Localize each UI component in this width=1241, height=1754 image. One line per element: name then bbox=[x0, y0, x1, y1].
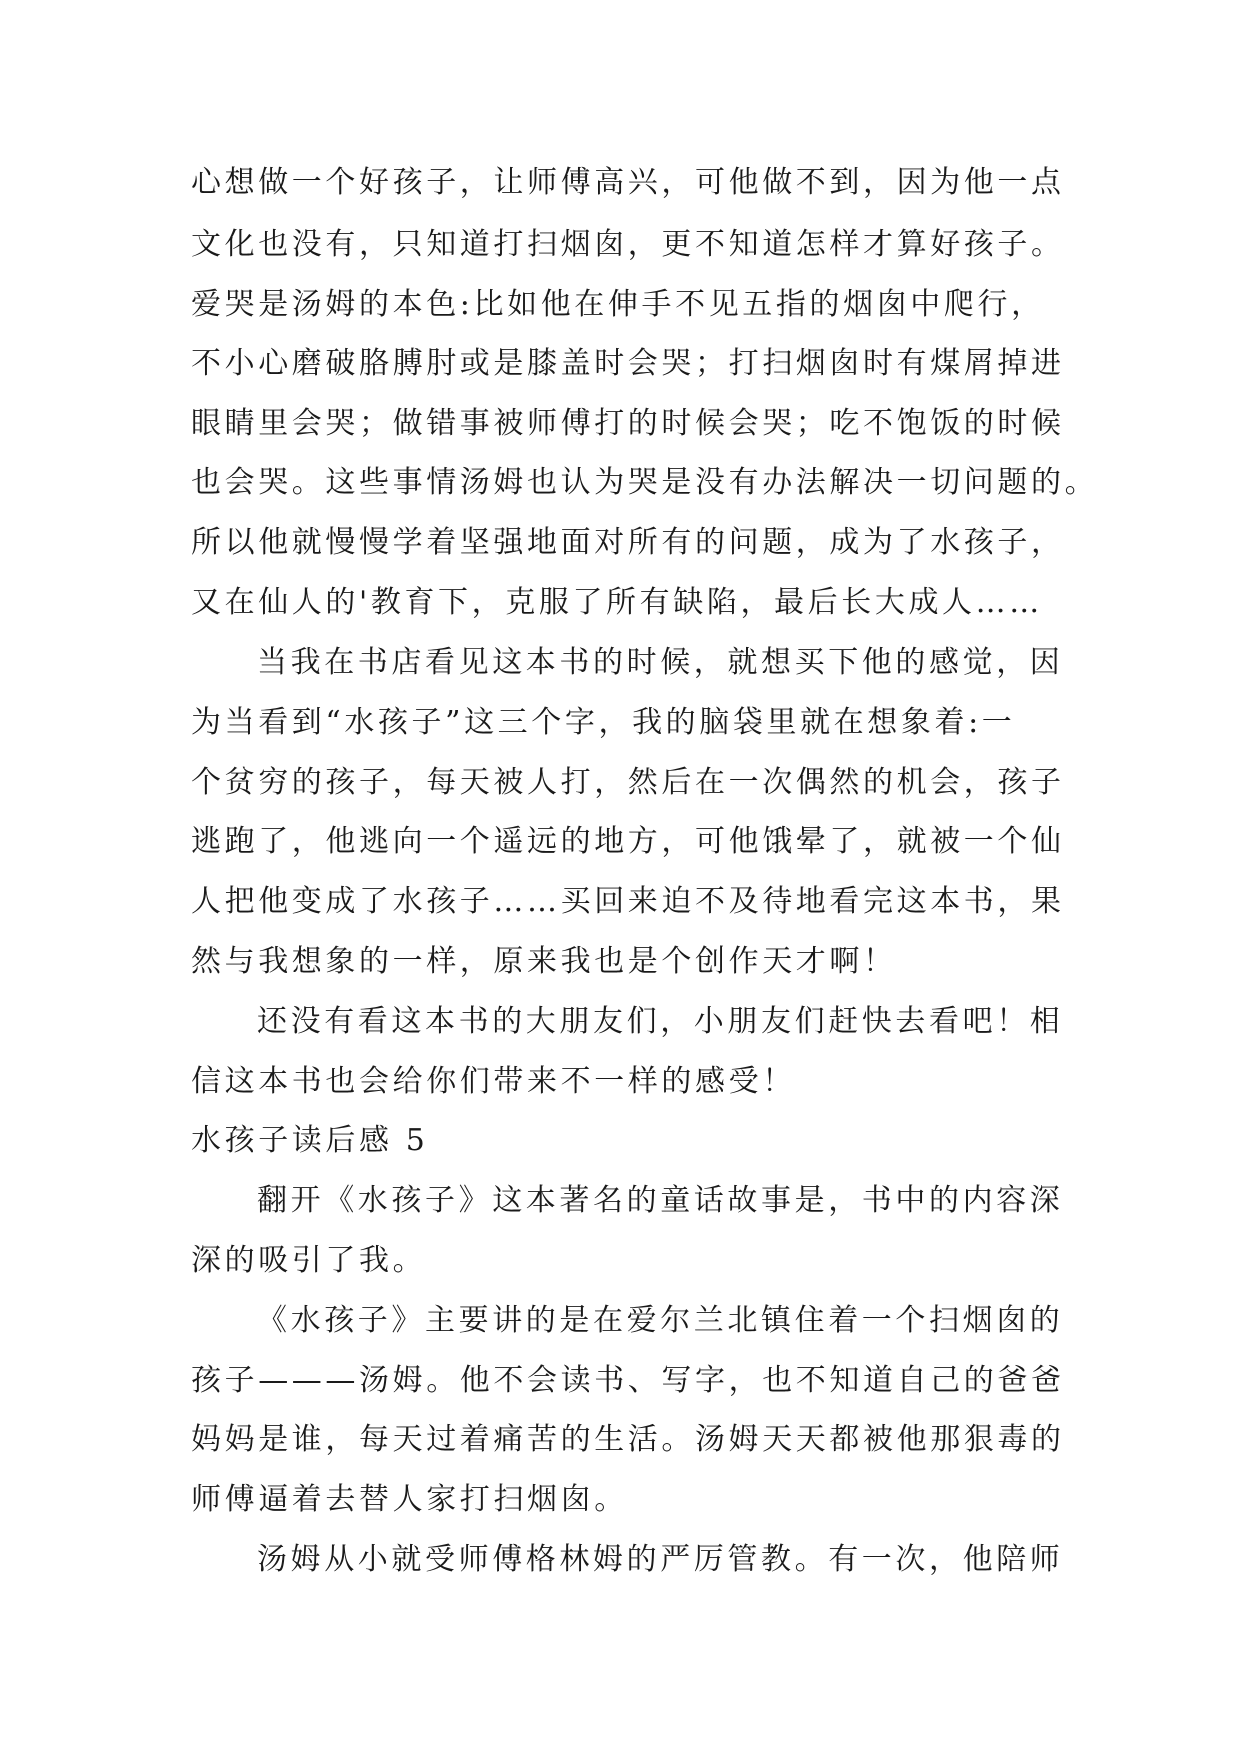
text-line: 信这本书也会给你们带来不一样的感受！ bbox=[191, 1064, 796, 1099]
text-line: 师傅逼着去替人家打扫烟囱。 bbox=[191, 1482, 628, 1517]
text-line: 不小心磨破胳膊肘或是膝盖时会哭；打扫烟囱时有煤屑掉进 bbox=[191, 346, 1065, 381]
text-line: 又在仙人的'教育下，克服了所有缺陷，最后长大成人…… bbox=[191, 585, 1043, 620]
text-line: 文化也没有，只知道打扫烟囱，更不知道怎样才算好孩子。 bbox=[191, 227, 1065, 262]
text-line: 为当看到“水孩子”这三个字，我的脑袋里就在想象着:一 bbox=[191, 705, 1016, 740]
text-line: 心想做一个好孩子，让师傅高兴，可他做不到，因为他一点 bbox=[191, 165, 1065, 200]
paragraph-first-line: 汤姆从小就受师傅格林姆的严厉管教。有一次，他陪师 bbox=[257, 1542, 1064, 1577]
text-line: 然与我想象的一样，原来我也是个创作天才啊！ bbox=[191, 944, 897, 979]
text-line: 个贫穷的孩子，每天被人打，然后在一次偶然的机会，孩子 bbox=[191, 765, 1065, 800]
paragraph-first-line: 翻开《水孩子》这本著名的童话故事是，书中的内容深 bbox=[257, 1183, 1064, 1218]
section-heading: 水孩子读后感 5 bbox=[191, 1123, 429, 1158]
text-line: 妈妈是谁，每天过着痛苦的生活。汤姆天天都被他那狠毒的 bbox=[191, 1422, 1065, 1457]
paragraph-first-line: 当我在书店看见这本书的时候，就想买下他的感觉，因 bbox=[257, 645, 1064, 680]
paragraph-first-line: 《水孩子》主要讲的是在爱尔兰北镇住着一个扫烟囱的 bbox=[257, 1303, 1064, 1338]
text-line: 眼睛里会哭；做错事被师傅打的时候会哭；吃不饱饭的时候 bbox=[191, 406, 1065, 441]
text-line: 深的吸引了我。 bbox=[191, 1243, 427, 1278]
text-line: 爱哭是汤姆的本色:比如他在伸手不见五指的烟囱中爬行， bbox=[191, 287, 1045, 322]
text-line: 孩子———汤姆。他不会读书、写字，也不知道自己的爸爸 bbox=[191, 1363, 1065, 1398]
text-line: 逃跑了，他逃向一个遥远的地方，可他饿晕了，就被一个仙 bbox=[191, 824, 1065, 859]
text-line: 也会哭。这些事情汤姆也认为哭是没有办法解决一切问题的。 bbox=[191, 465, 1099, 500]
text-line: 人把他变成了水孩子……买回来迫不及待地看完这本书，果 bbox=[191, 884, 1065, 919]
text-line: 所以他就慢慢学着坚强地面对所有的问题，成为了水孩子， bbox=[191, 525, 1065, 560]
paragraph-first-line: 还没有看这本书的大朋友们，小朋友们赶快去看吧！相 bbox=[257, 1004, 1064, 1039]
